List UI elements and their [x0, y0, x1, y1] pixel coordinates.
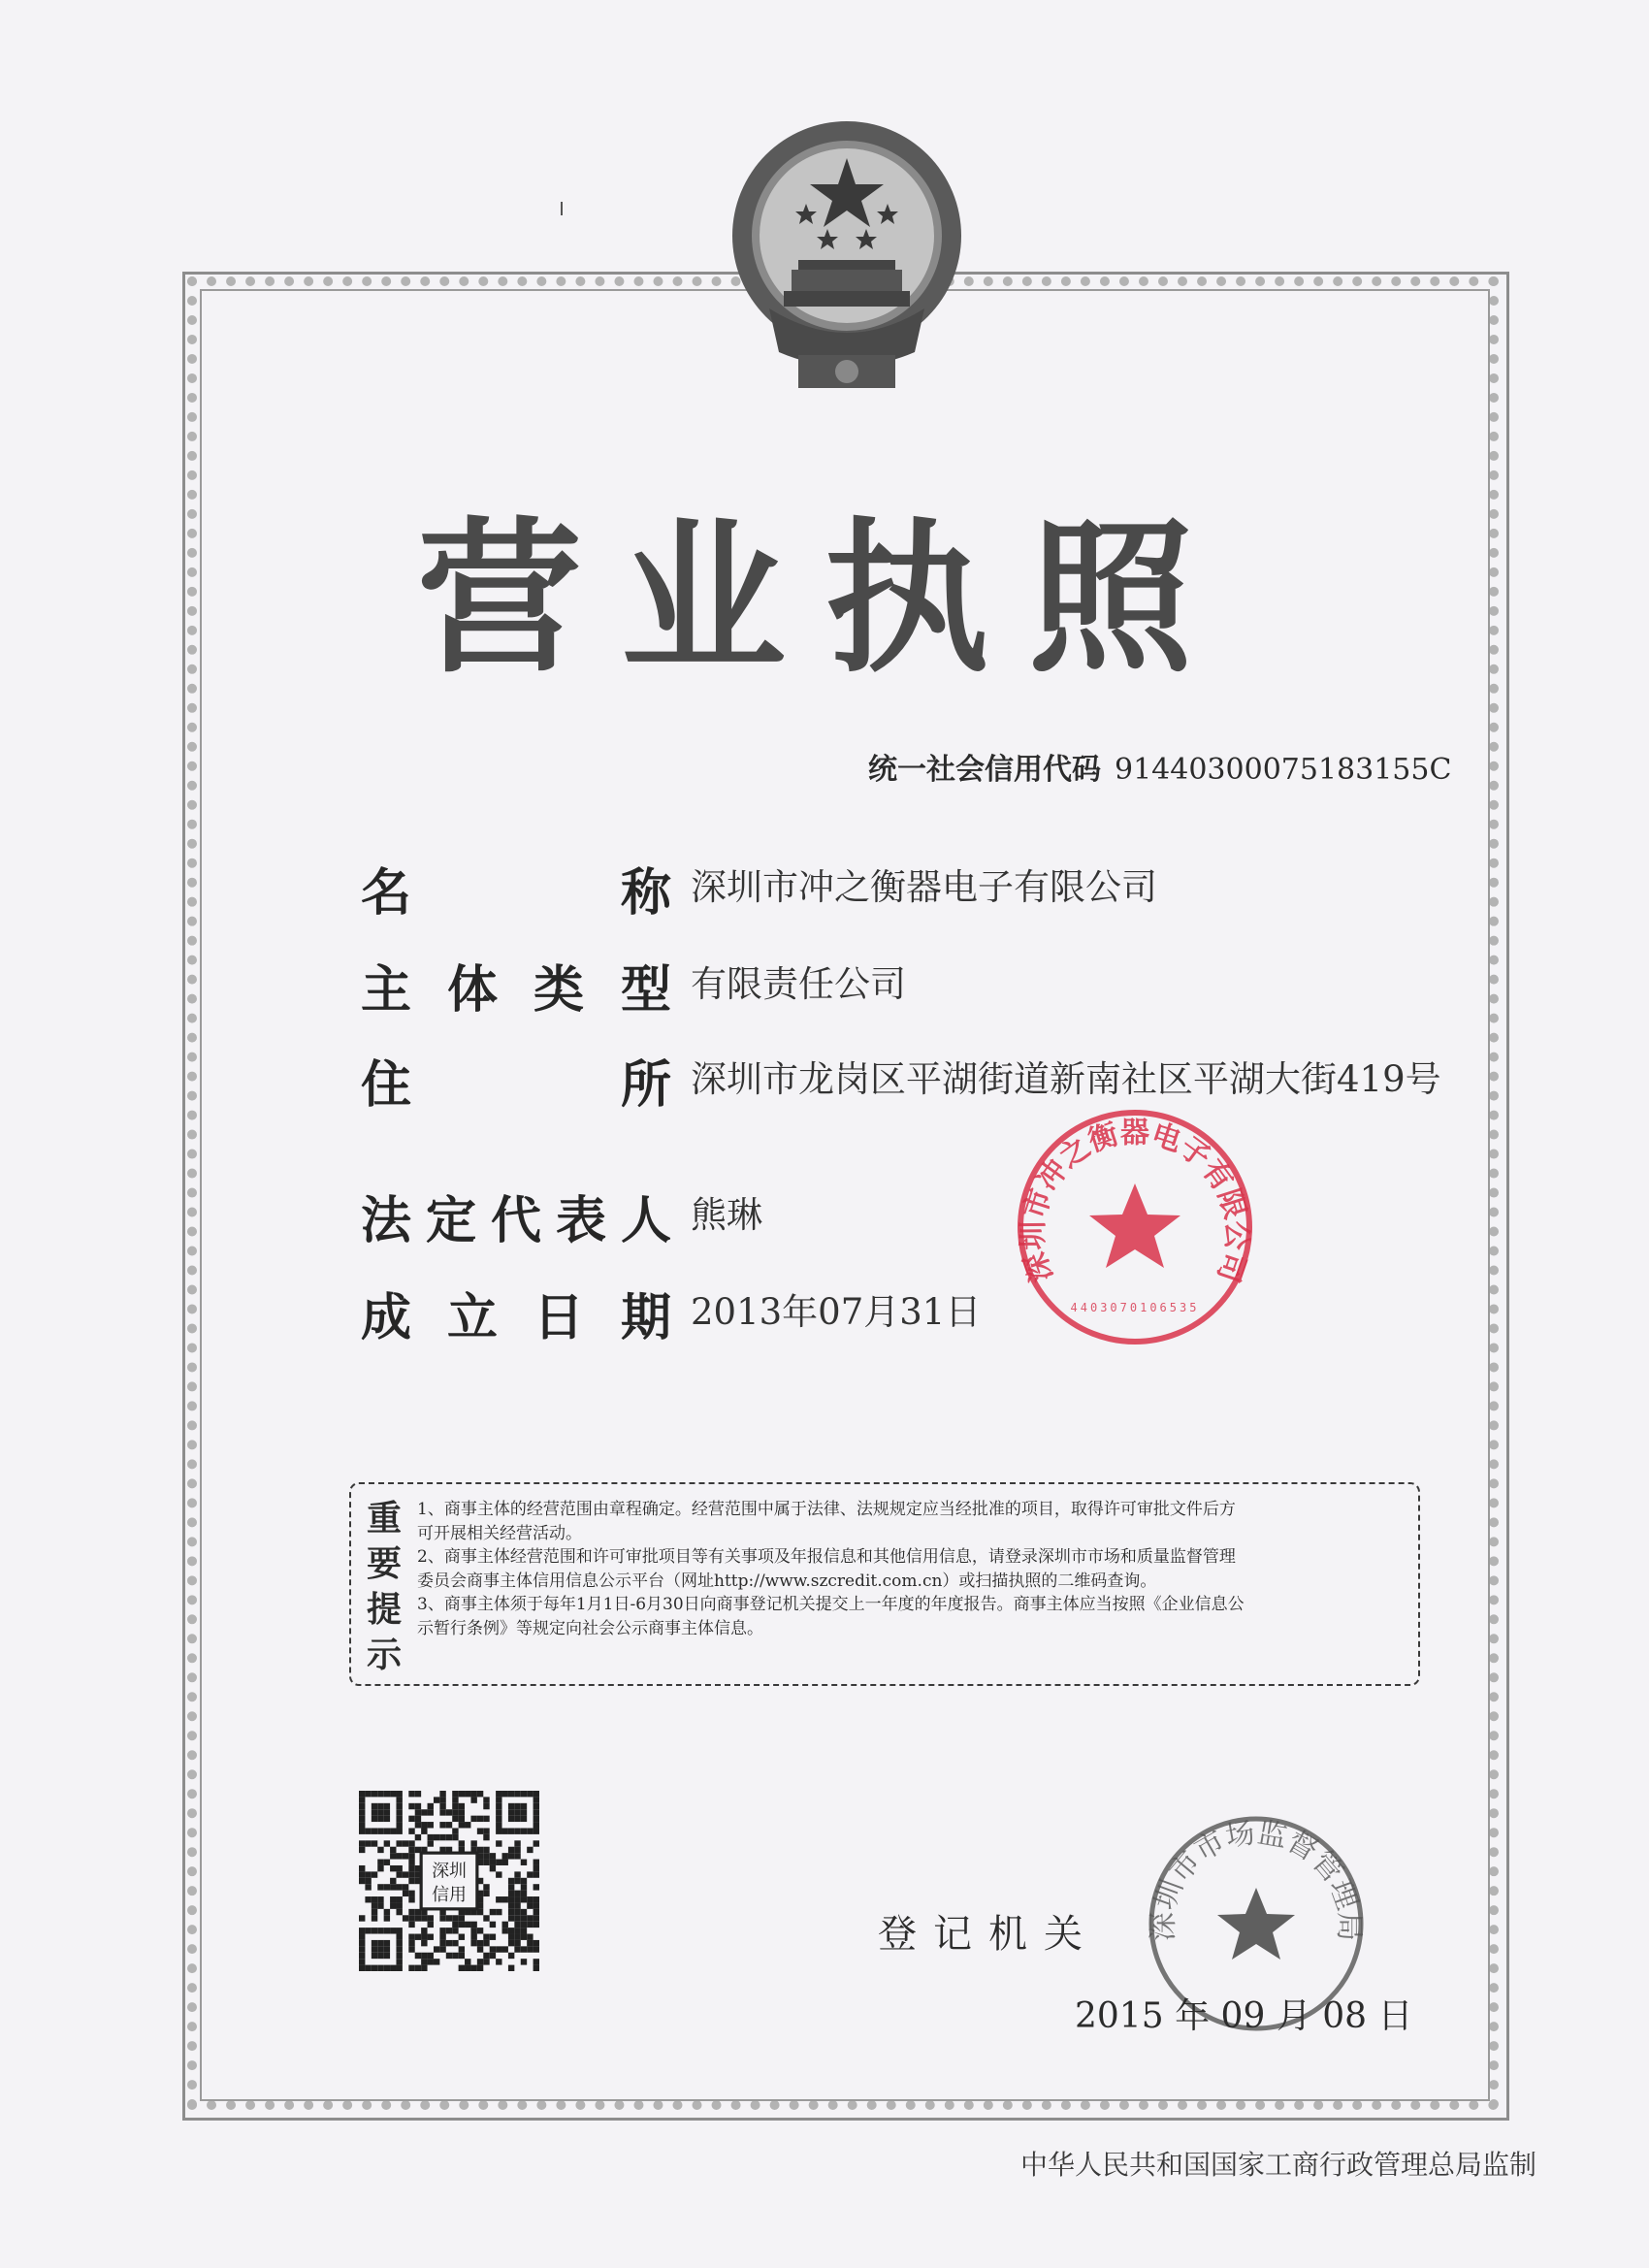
notice-line: 示暂行条例》等规定向社会公示商事主体信息。 — [417, 1618, 763, 1638]
notice-heading: 重 要 提 示 — [366, 1499, 402, 1675]
field-entity-type-value: 有限责任公司 — [691, 963, 906, 1005]
notice-line: 可开展相关经营活动。 — [417, 1523, 582, 1543]
notice-body — [417, 1498, 1402, 1640]
seal-star-icon — [1089, 1183, 1180, 1268]
notice-line: 委员会商事主体信用信息公示平台（网址http://www.szcredit.com.cn）或扫描执照的二维码查询。 — [417, 1571, 1157, 1591]
qr-code[interactable] — [359, 1791, 539, 1971]
field-establishment-date-value: 2013年07月31日 — [691, 1291, 982, 1333]
field-legal-representative-value: 熊琳 — [691, 1194, 762, 1236]
field-establishment-date-label: 成 立 日 期 — [361, 1289, 672, 1347]
qr-center-top: 深圳 — [432, 1861, 467, 1882]
credit-code — [868, 745, 1451, 788]
field-address-value: 深圳市龙岗区平湖街道新南社区平湖大街419号 — [691, 1058, 1441, 1100]
svg-text:4403070106535: 4403070106535 — [1070, 1301, 1200, 1314]
issuer-footer: 中华人民共和国国家工商行政管理总局监制 — [1020, 2149, 1537, 2181]
reg-year: 2015 — [1075, 1996, 1164, 2036]
notice-line: 3、商事主体须于每年1月1日-6月30日向商事登记机关提交上一年度的年度报告。商事主体应当按照《企业信息公 — [417, 1595, 1245, 1614]
credit-code-value: 91440300075183155C — [1115, 753, 1452, 787]
notice-line: 1、商事主体的经营范围由章程确定。经营范围中属于法律、法规规定应当经批准的项目，取得许可审批文件后方 — [417, 1500, 1236, 1519]
credit-code-label: 统一社会信用代码 — [868, 753, 1101, 787]
reg-day: 08 — [1322, 1996, 1368, 2036]
reg-year-unit: 年 — [1175, 1996, 1211, 2036]
field-name-label: 名 称 — [361, 864, 672, 923]
field-entity-type-label: 主 体 类 型 — [361, 961, 672, 1020]
registration-date — [1075, 1989, 1413, 2038]
authority-seal-text: 深圳市市场监督管理局 — [1146, 1816, 1367, 1941]
reg-month: 09 — [1220, 1996, 1266, 2036]
document-title: 营业执照 — [416, 503, 1232, 696]
important-notice — [349, 1482, 1420, 1686]
registration-authority-label: 登记机关 — [878, 1912, 1099, 1957]
reg-month-unit: 月 — [1276, 1996, 1311, 2036]
authority-seal-star-icon — [1217, 1888, 1295, 1960]
company-seal — [1014, 1106, 1256, 1348]
reg-day-unit: 日 — [1377, 1996, 1413, 2036]
national-emblem-icon — [716, 114, 978, 405]
notice-line: 2、商事主体经营范围和许可审批项目等有关事项及年报信息和其他信用信息，请登录深圳市市场和质量监督管理 — [417, 1547, 1236, 1567]
field-address-label: 住 所 — [361, 1056, 672, 1115]
qr-center-bottom: 信用 — [432, 1884, 467, 1905]
field-name-value: 深圳市冲之衡器电子有限公司 — [691, 866, 1157, 908]
company-seal-text: 深圳市冲之衡器电子有限公司 — [1016, 1116, 1254, 1287]
scan-mark — [561, 202, 563, 215]
field-legal-representative-label: 法 定 代 表 人 — [361, 1192, 672, 1250]
